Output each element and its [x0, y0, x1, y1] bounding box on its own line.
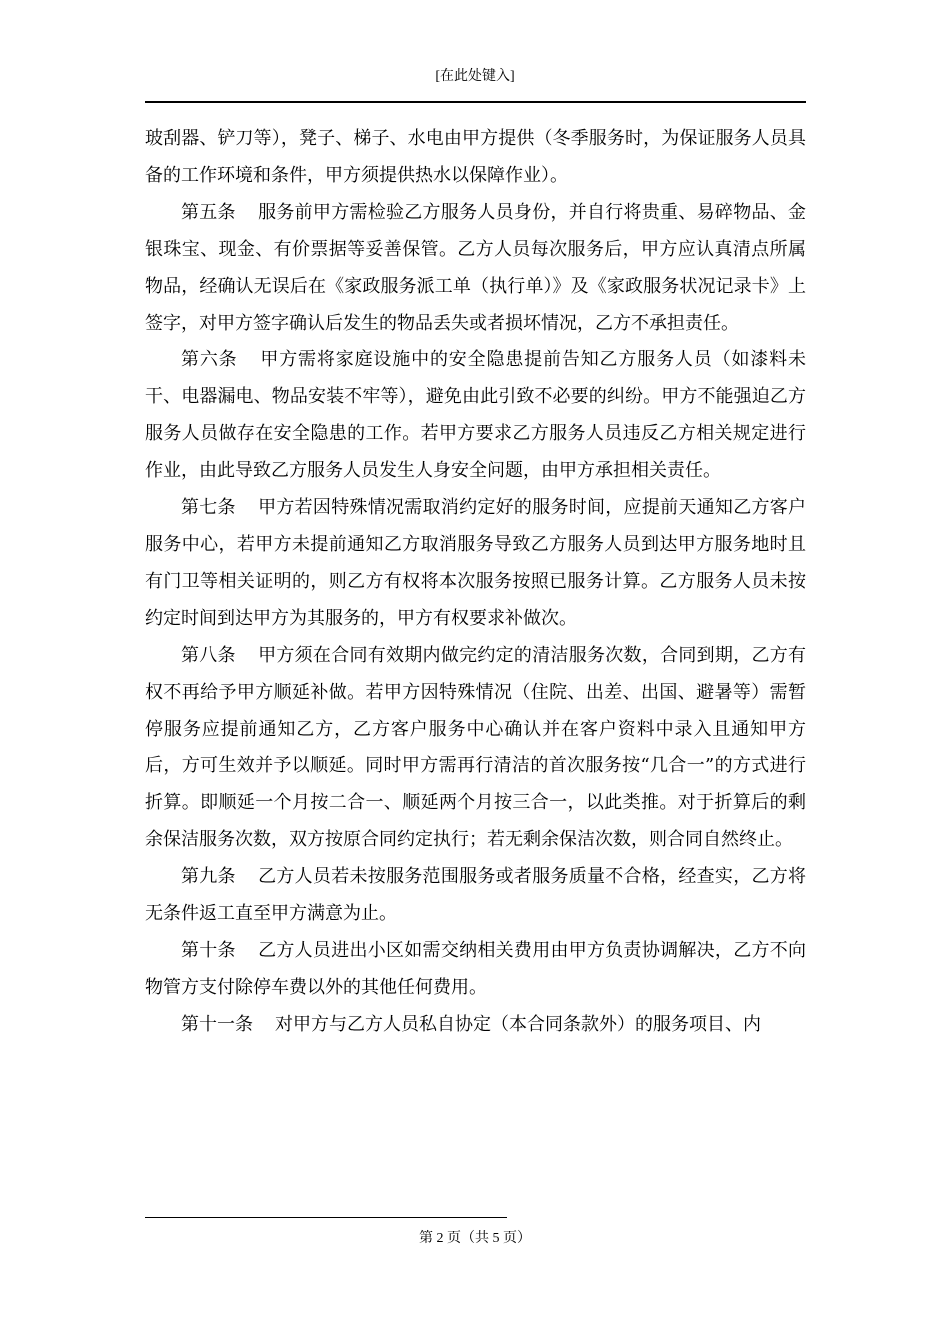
article-text: 对甲方与乙方人员私自协定（本合同条款外）的服务项目、内 — [275, 1013, 761, 1035]
page-header — [0, 67, 950, 87]
article-number: 第八条 — [181, 644, 236, 666]
article-text: 甲方须在合同有效期内做完约定的清洁服务次数，合同到期，乙方有权不再给予甲方顺延补做。若甲方因特殊情况（住院、出差、出国、避暑等）需暂停服务应提前通知乙方，乙方客户服务中心确认并在客户资料中录入且通知甲方后，方可生效并予以顺延。同时甲方需再行清洁的首次服务按“几合一”的方式进行折算。即顺延一个月按二合一、顺延两个月按三合一，以此类推。对于折算后的剩余保洁服务次数，双方按原合同约定执行；若无剩余保洁次数，则合同自然终止。 — [145, 644, 807, 851]
document-body — [145, 121, 806, 1044]
header-divider — [145, 101, 806, 103]
page-number-label: 第 2 页（共 5 页） — [419, 1231, 531, 1246]
article-8 — [145, 638, 806, 859]
article-5 — [145, 195, 806, 343]
footer-divider — [145, 1217, 507, 1218]
article-11 — [145, 1007, 806, 1044]
article-number: 第五条 — [181, 201, 236, 223]
article-text: 甲方若因特殊情况需取消约定好的服务时间，应提前天通知乙方客户服务中心，若甲方未提前通知乙方取消服务导致乙方服务人员到达甲方服务地时且有门卫等相关证明的，则乙方有权将本次服务按照已服务计算。乙方服务人员未按约定时间到达甲方为其服务的，甲方有权要求补做次。 — [145, 497, 807, 629]
article-9 — [145, 859, 806, 933]
article-text: 乙方人员若未按服务范围服务或者服务质量不合格，经查实，乙方将无条件返工直至甲方满意为止。 — [145, 866, 807, 925]
article-number: 第九条 — [181, 866, 236, 888]
article-text: 服务前甲方需检验乙方服务人员身份，并自行将贵重、易碎物品、金银珠宝、现金、有价票据等妥善保管。乙方人员每次服务后，甲方应认真清点所属物品，经确认无误后在《家政服务派工单（执行单）》及《家政服务状况记录卡》上签字，对甲方签字确认后发生的物品丢失或者损坏情况，乙方不承担责任。 — [145, 201, 807, 334]
article-10 — [145, 933, 806, 1007]
article-number: 第七条 — [181, 497, 236, 519]
article-text: 甲方需将家庭设施中的安全隐患提前告知乙方服务人员（如漆料未干、电器漏电、物品安装不牢等），避免由此引致不必要的纠纷。甲方不能强迫乙方服务人员做存在安全隐患的工作。若甲方要求乙方服务人员违反乙方相关规定进行作业，由此导致乙方服务人员发生人身安全问题，由甲方承担相关责任。 — [145, 349, 806, 482]
page-footer — [0, 1229, 950, 1249]
article-number: 第六条 — [181, 349, 238, 371]
article-text: 乙方人员进出小区如需交纳相关费用由甲方负责协调解决，乙方不向物管方支付除停车费以外的其他任何费用。 — [145, 939, 807, 998]
article-number: 第十条 — [181, 939, 236, 961]
article-number: 第十一条 — [181, 1013, 253, 1035]
continuation-paragraph: 玻刮器、铲刀等），凳子、梯子、水电由甲方提供（冬季服务时，为保证服务人员具备的工作环境和条件，甲方须提供热水以保障作业）。 — [145, 128, 806, 186]
article-7 — [145, 490, 806, 638]
header-placeholder-text: [在此处键入] — [435, 69, 515, 84]
article-6 — [145, 342, 806, 490]
